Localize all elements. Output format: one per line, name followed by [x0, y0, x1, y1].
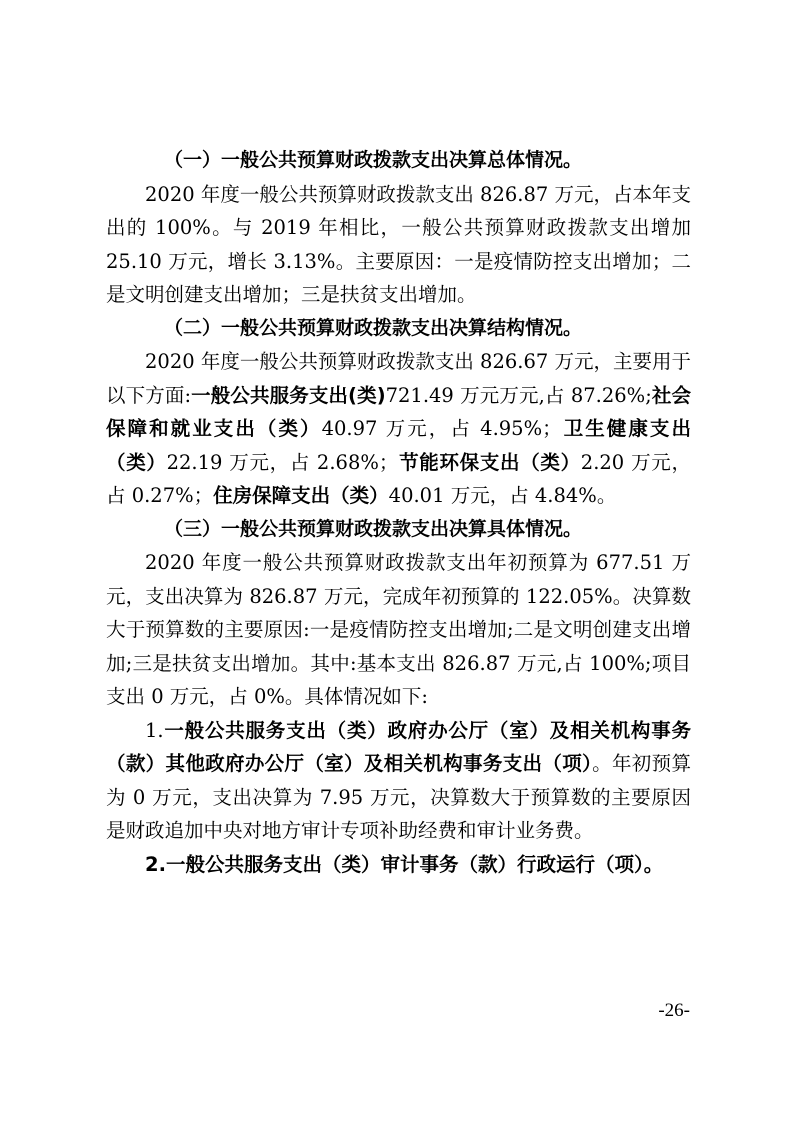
item1-prefix: 1. — [145, 718, 164, 742]
category-housing: 住房保障支出（类） — [213, 484, 389, 507]
category-general-public-services-value: 721.49 万元万元,占 87.26%; — [385, 383, 652, 407]
item1-text: 。年初预算为 0 万元，支出决算为 7.95 万元，决算数大于预算数的主要原因是财政追加中央对地方审计专项补助经费和审计业务费。 — [106, 752, 691, 842]
section3-paragraph: 2020 年度一般公共预算财政拨款支出年初预算为 677.51 万元，支出决算为 826.87 万元，完成年初预算的 122.05%。决算数大于预算数的主要原因:一是疫情防控支出增加;二是文明创建支出增加;三是扶贫支出增加。其中:基本支出 826.87 万元,占 100%;项目支出 0 万元，占 0%。具体情况如下: — [106, 551, 691, 708]
section1-paragraph: 2020 年度一般公共预算财政拨款支出 826.87 万元，占本年支出的 100%。与 2019 年相比，一般公共预算财政拨款支出增加 25.10 万元，增长 3.13%。主要原因：一是疫情防控支出增加；二是文明创建支出增加；三是扶贫支出增加。 — [106, 182, 691, 306]
category-health-value: 22.19 万元，占 2.68%； — [166, 450, 399, 474]
section3-item2 — [106, 848, 691, 882]
section2-heading: （二）一般公共预算财政拨款支出决算结构情况。 — [164, 316, 583, 339]
category-health: 卫生健康支出（类） — [106, 417, 691, 474]
category-general-public-services: 一般公共服务支出(类) — [191, 383, 386, 407]
section3-heading: （三）一般公共预算财政拨款支出决算具体情况。 — [164, 517, 583, 540]
item1-label: 一般公共服务支出（类）政府办公厅（室）及相关机构事务（款）其他政府办公厅（室）及相关机构事务支出（项） — [106, 718, 691, 775]
category-social-security-value: 40.97 万元，占 4.95%； — [321, 417, 562, 440]
page-number: -26- — [658, 1000, 690, 1021]
category-housing-value: 40.01 万元，占 4.84%。 — [388, 484, 617, 507]
section3-item1 — [106, 714, 691, 848]
category-social-security: 社会保障和就业支出（类） — [106, 383, 691, 440]
section2-intro: 2020 年度一般公共预算财政拨款支出 826.67 万元，主要用于以下方面: — [106, 350, 691, 407]
category-energy-environment: 节能环保支出（类） — [398, 450, 581, 474]
document-body — [106, 144, 691, 881]
section1-heading: （一）一般公共预算财政拨款支出决算总体情况。 — [164, 149, 583, 171]
section2-paragraph — [106, 345, 691, 513]
category-energy-environment-value: 2.20 万元，占 0.27%； — [106, 450, 691, 507]
item2-label: 2.一般公共服务支出（类）审计事务（款）行政运行（项）。 — [145, 852, 664, 876]
